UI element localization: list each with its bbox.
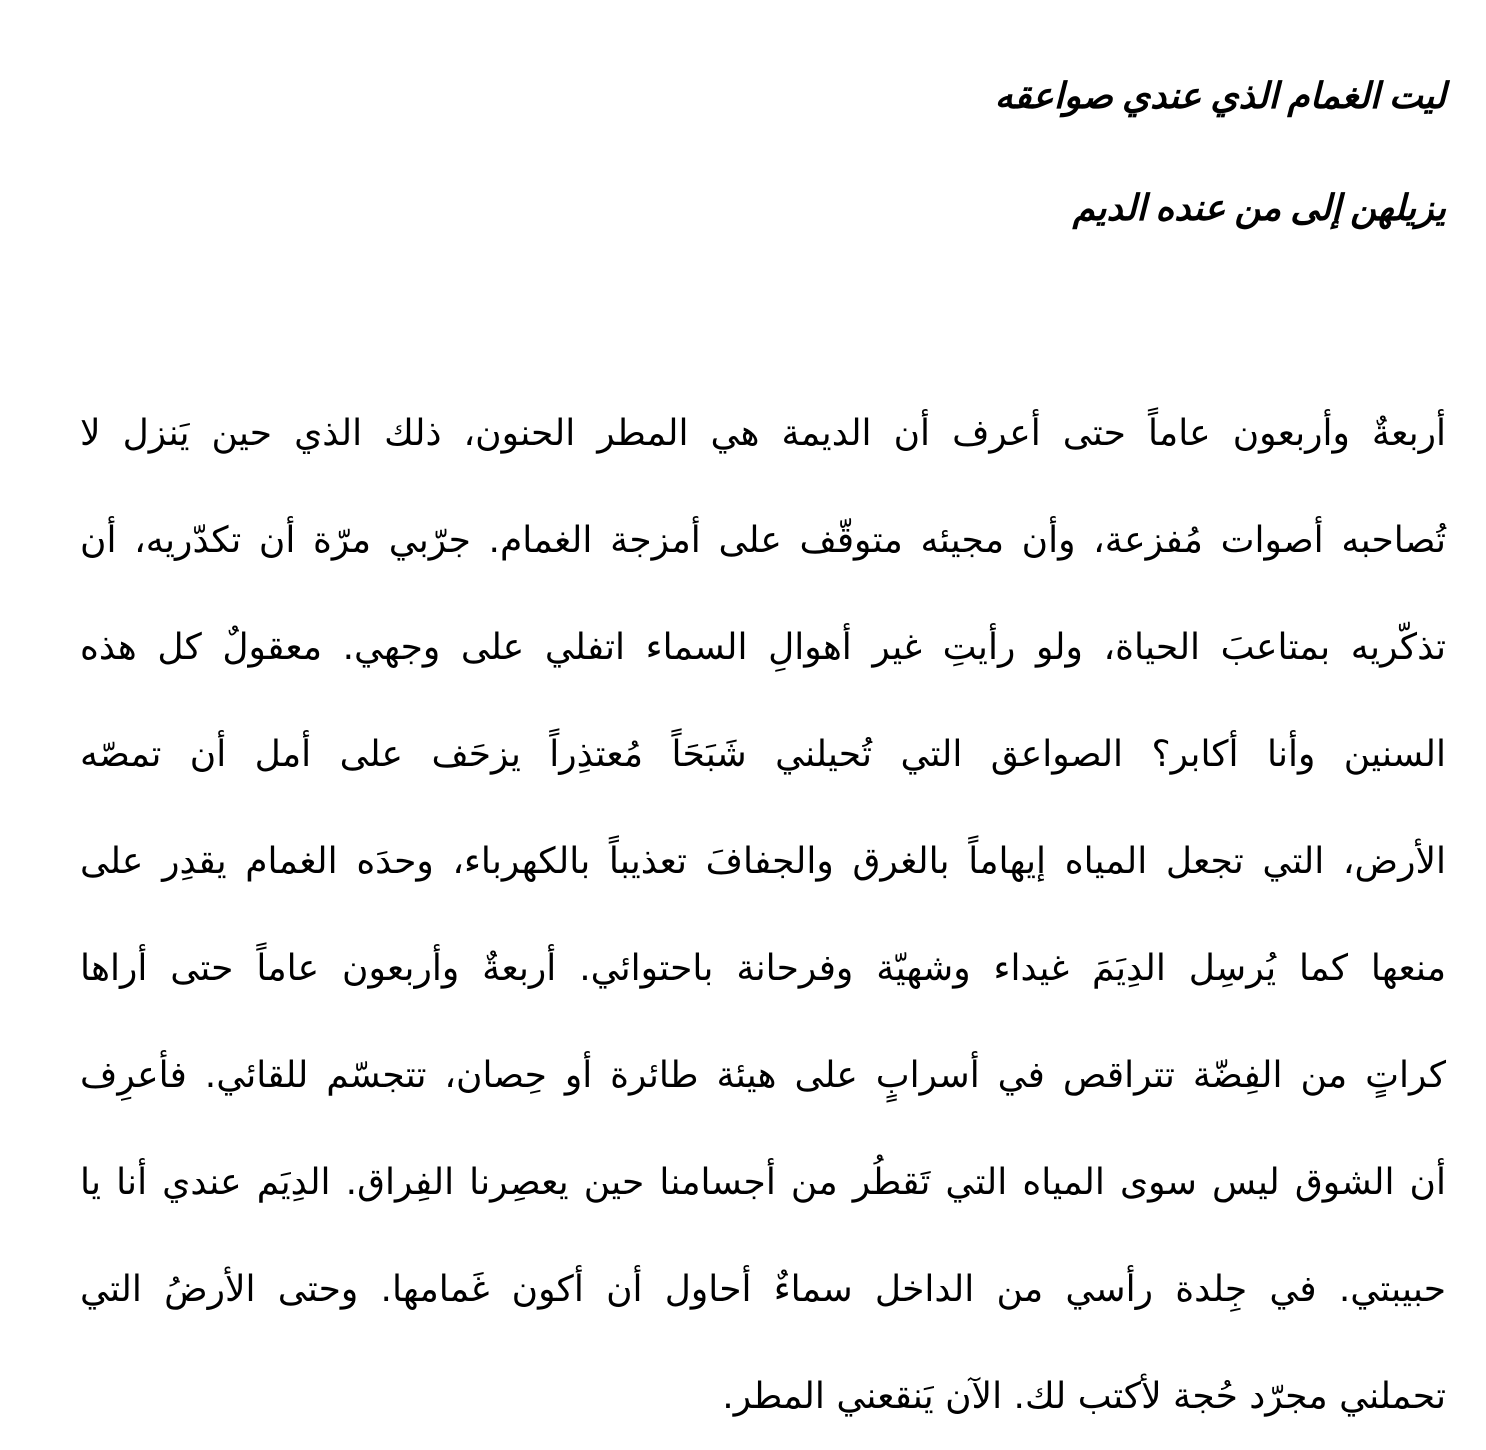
poem-verse-2: يزيلهن إلى من عنده الديم — [1072, 188, 1446, 228]
prose-line: منعها كما يُرسِل الدِيَمَ غيداء وشهيّة وفرحانة باحتوائي. أربعةٌ وأربعون عاماً حتى أراها — [80, 948, 1446, 989]
prose-line: أن الشوق ليس سوى المياه التي تَقطُر من أجسامنا حين يعصِرنا الفِراق. الدِيَم عندي أنا يا — [80, 1162, 1446, 1203]
poem-verse-1: ليت الغمام الذي عندي صواعقه — [994, 76, 1446, 116]
prose-line: كراتٍ من الفِضّة تتراقص في أسرابٍ على هيئة طائرة أو حِصان، تتجسّم للقائي. فأعرِف — [80, 1055, 1446, 1096]
prose-line: الأرض، التي تجعل المياه إيهاماً بالغرق والجفافَ تعذيباً بالكهرباء، وحدَه الغمام يقدِر على — [80, 841, 1446, 882]
prose-line: حبيبتي. في جِلدة رأسي من الداخل سماءٌ أحاول أن أكون غَمامها. وحتى الأرضُ التي — [80, 1269, 1446, 1310]
prose-line: السنين وأنا أكابر؟ الصواعق التي تُحيلني شَبَحَاً مُعتذِراً يزحَف على أمل أن تمصّه — [80, 734, 1446, 775]
prose-line: تُصاحبه أصوات مُفزعة، وأن مجيئه متوقّف على أمزجة الغمام. جرّبي مرّة أن تكدّريه، أن — [80, 520, 1446, 561]
prose-paragraph — [80, 380, 1446, 1450]
prose-line: تحملني مجرّد حُجة لأكتب لك. الآن يَنقعني المطر. — [722, 1376, 1446, 1417]
prose-line: تذكّريه بمتاعبَ الحياة، ولو رأيتِ غير أهوالِ السماء اتفلي على وجهي. معقولٌ كل هذه — [80, 627, 1446, 668]
prose-line: أربعةٌ وأربعون عاماً حتى أعرف أن الديمة هي المطر الحنون، ذلك الذي حين يَنزل لا — [80, 413, 1446, 454]
